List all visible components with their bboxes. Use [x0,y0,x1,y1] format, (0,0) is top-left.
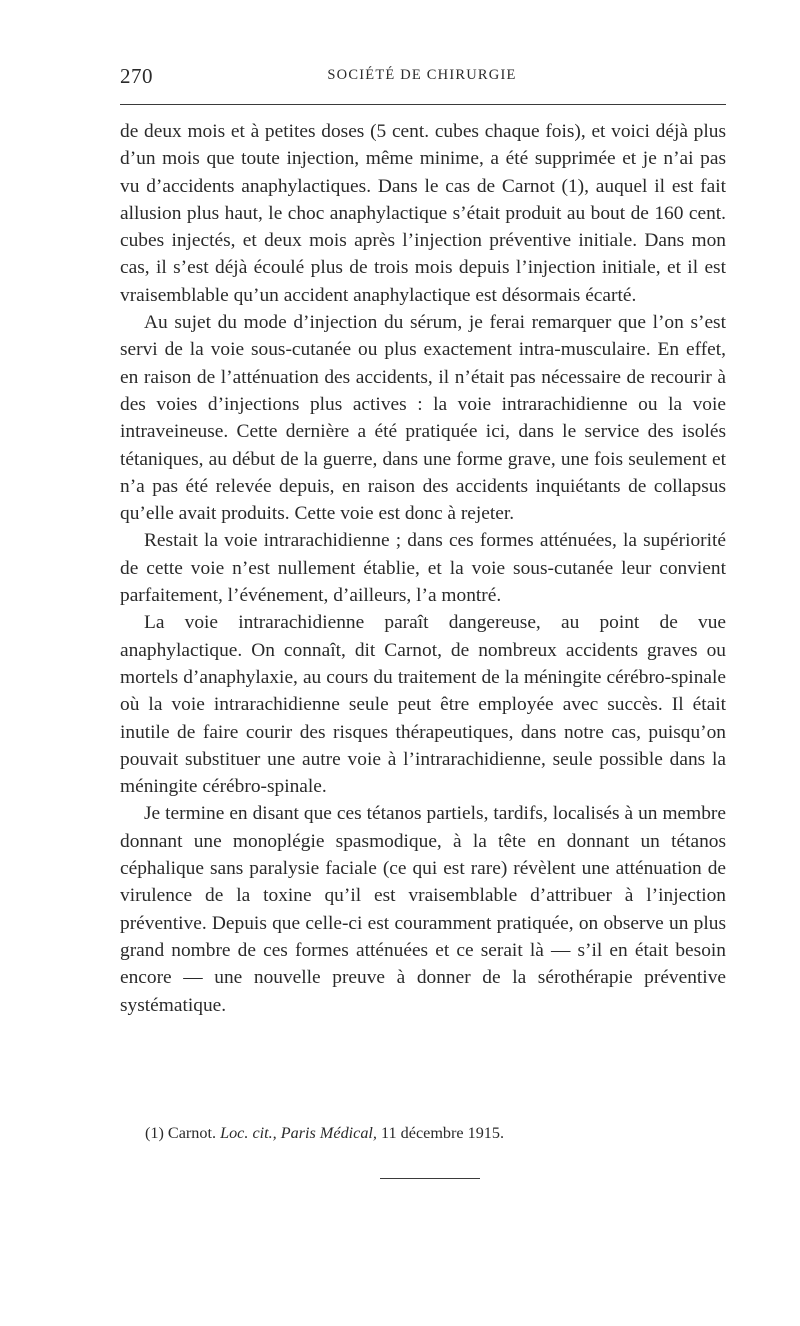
body-text [120,118,726,1019]
paragraph-1: de deux mois et à petites doses (5 cent. cubes chaque fois), et voici déjà plus d’un mois que toute injection, même minime, a été supprimée et je n’ai pas vu d’accidents anaphylactiques. Dans le cas de Carnot (1), auquel il est fait allusion plus haut, le choc anaphylactique s’était produit au bout de 160 cent. cubes injectés, et deux mois après l’injection préventive initiale. Dans mon cas, il s’est déjà écoulé plus de trois mois depuis l’injection initiale, et il est vraisemblable qu’un accident anaphylactique est désormais écarté. [120,121,726,306]
header-rule [120,104,726,105]
paragraph-5: Je termine en disant que ces tétanos partiels, tardifs, localisés à un membre donnant une monoplégie spasmodique, à la tête en donnant un tétanos céphalique sans paralysie faciale (ce qui est rare) révèlent une atténuation de virulence de la toxine qu’il est vraisemblable d’attribuer à l’injection préventive. Depuis que celle-ci est couramment pratiquée, on observe un plus grand nombre de ces formes atténuées et ce serait là — s’il en était besoin encore — une nouvelle preuve à donner de la sérothérapie préventive systématique. [120,803,726,1016]
paragraph-2: Au sujet du mode d’injection du sérum, je ferai remarquer que l’on s’est servi de la voie sous-cutanée ou plus exactement intra-musculaire. En effet, en raison de l’atténuation des accidents, il n’était pas nécessaire de recourir à des voies d’injections plus actives : la voie intrarachidienne ou la voie intraveineuse. Cette dernière a été pratiquée ici, dans le service des isolés tétaniques, au début de la guerre, dans une forme grave, une fois seulement et n’a pas été relevée depuis, en raison des accidents inquiétants de collapsus qu’elle avait produits. Cette voie est donc à rejeter. [120,312,726,525]
page-header [118,60,726,92]
paragraph-3: Restait la voie intrarachidienne ; dans ces formes atténuées, la supériorité de cette voie n’est nullement établie, et la voie sous-cutanée leur convient parfaitement, l’événement, d’ailleurs, l’a montré. [120,530,726,607]
end-rule [380,1178,480,1179]
footnote-reference: Loc. cit., Paris Médical, [220,1124,377,1142]
footnote-date: 11 décembre 1915. [381,1124,505,1142]
footnote [145,1122,725,1144]
paragraph-4: La voie intrarachidienne paraît dangereuse, au point de vue anaphylactique. On connaît, dit Carnot, de nombreux accidents graves ou mortels d’anaphylaxie, au cours du traitement de la méningite cérébro-spinale où la voie intrarachidienne seule peut être employée avec succès. Il était inutile de faire courir des risques thérapeutiques, dans notre cas, puisqu’on pouvait substituer une autre voie à l’intrarachidienne, seule possible dans la méningite cérébro-spinale. [120,612,726,798]
footnote-marker: (1) Carnot. [145,1124,217,1142]
running-head: SOCIÉTÉ DE CHIRURGIE [327,67,517,83]
page-number: 270 [120,64,153,88]
